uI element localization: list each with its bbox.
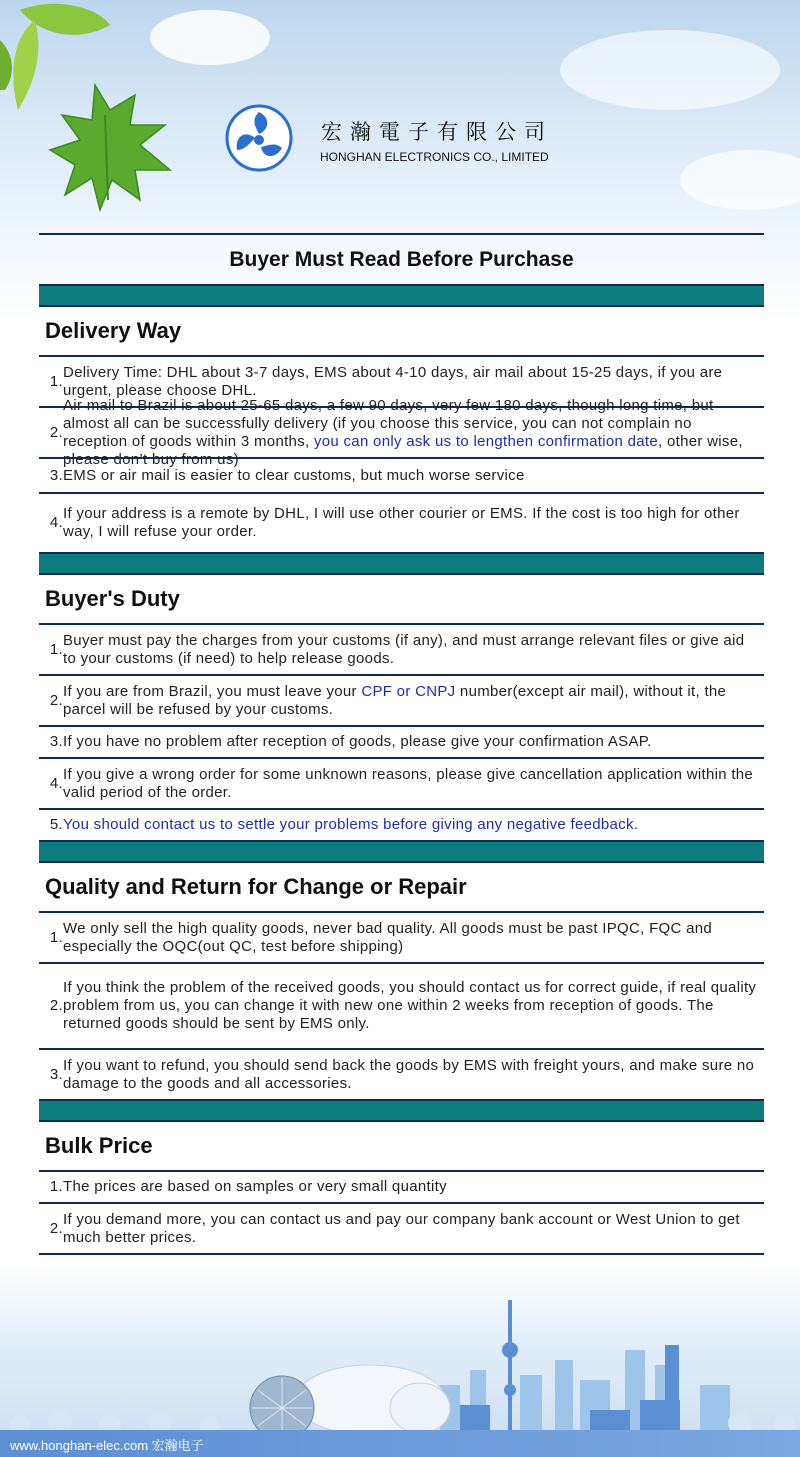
list-item xyxy=(39,911,764,962)
section-heading: Buyer's Duty xyxy=(45,586,180,611)
section-band xyxy=(39,840,764,863)
list-item xyxy=(39,1202,764,1253)
list-item xyxy=(39,1170,764,1202)
city-skyline-illustration xyxy=(0,1290,800,1435)
item-text xyxy=(63,733,764,751)
item-number: 2. xyxy=(49,997,63,1014)
section-band xyxy=(39,284,764,307)
list-item xyxy=(39,492,764,552)
text-segment: , other wise, please don’t buy from us) xyxy=(63,432,743,468)
page-title: Buyer Must Read Before Purchase xyxy=(229,247,574,271)
leaves-decoration xyxy=(0,0,190,215)
item-number: 1. xyxy=(49,1178,63,1195)
item-text xyxy=(63,979,764,1033)
list-item xyxy=(39,1048,764,1099)
text-segment: Delivery Time: DHL about 3-7 days, EMS about 4-10 days, air mail about 15-25 days, if you are urgent, please choose DHL. xyxy=(63,363,723,399)
company-name-english: HONGHAN ELECTRONICS CO., LIMITED xyxy=(320,150,549,164)
list-item xyxy=(39,808,764,840)
highlighted-text: CPF or CNPJ xyxy=(361,682,456,700)
item-text xyxy=(63,920,764,956)
text-segment: EMS or air mail is easier to clear customs, but much worse service xyxy=(63,466,525,484)
item-text xyxy=(63,505,764,541)
policy-content xyxy=(39,233,764,1255)
sections-container xyxy=(39,284,764,1253)
item-number: 1. xyxy=(49,372,63,390)
item-number: 2. xyxy=(49,691,63,709)
item-text xyxy=(63,364,764,400)
item-text xyxy=(63,632,764,668)
item-number: 3. xyxy=(49,1065,63,1083)
company-name-chinese: 宏瀚電子有限公司 xyxy=(321,120,553,144)
text-segment: If you want to refund, you should send back the goods by EMS with freight yours, and make sure no damage to the goods and all accessories. xyxy=(63,1056,755,1092)
item-number: 1. xyxy=(49,640,63,658)
list-item xyxy=(39,725,764,757)
footer-website-text: www.honghan-elec.com 宏瀚电子 xyxy=(10,1438,204,1453)
list-item xyxy=(39,674,764,725)
text-segment: Buyer must pay the charges from your customs (if any), and must arrange relevant files or give aid to your customs (if need) to help release goods. xyxy=(63,631,745,667)
section-heading: Bulk Price xyxy=(45,1133,153,1158)
item-text xyxy=(63,1057,764,1093)
item-text xyxy=(63,397,764,469)
item-number: 3. xyxy=(49,466,63,484)
item-number: 4. xyxy=(49,774,63,792)
item-number: 5. xyxy=(49,816,63,833)
item-text xyxy=(63,1211,764,1247)
text-segment: If you are from Brazil, you must leave your xyxy=(63,682,362,700)
text-segment: number(except air mail), without it, the parcel will be refused by your customs. xyxy=(63,682,727,718)
text-segment: If you have no problem after reception of goods, please give your confirmation ASAP. xyxy=(63,733,652,750)
list-item xyxy=(39,623,764,674)
item-number: 2. xyxy=(49,1219,63,1237)
divider xyxy=(39,1253,764,1255)
section-heading: Delivery Way xyxy=(45,318,182,343)
section-band xyxy=(39,552,764,575)
text-segment: If you think the problem of the received goods, you should contact us for correct guide, if real quality problem from us, you can change it with new one within 2 weeks from reception of goods. The returned goods should be sent by EMS only. xyxy=(63,979,757,1032)
text-segment: The prices are based on samples or very small quantity xyxy=(63,1178,447,1195)
item-text xyxy=(63,683,764,719)
item-text xyxy=(63,766,764,802)
section-band xyxy=(39,1099,764,1122)
item-text xyxy=(63,1178,764,1196)
item-number: 4. xyxy=(49,514,63,531)
text-segment: If you demand more, you can contact us and pay our company bank account or West Union to get much better prices. xyxy=(63,1210,740,1246)
highlighted-text: you can only ask us to lengthen confirmation date xyxy=(313,432,659,450)
item-number: 2. xyxy=(49,423,63,441)
highlighted-text: You should contact us to settle your problems before giving any negative feedback. xyxy=(63,816,639,833)
list-item xyxy=(39,757,764,808)
item-number: 1. xyxy=(49,928,63,946)
text-segment: If you give a wrong order for some unknown reasons, please give cancellation application within the valid period of the order. xyxy=(63,765,754,801)
list-item xyxy=(39,396,764,468)
company-logo xyxy=(225,104,293,172)
item-text xyxy=(63,467,764,485)
list-item xyxy=(39,962,764,1048)
text-segment: We only sell the high quality goods, never bad quality. All goods must be past IPQC, FQC and especially the OQC(out QC, test before shipping) xyxy=(63,919,713,955)
text-segment: If your address is a remote by DHL, I will use other courier or EMS. If the cost is too high for other way, I will refuse your order. xyxy=(63,505,740,540)
section-heading: Quality and Return for Change or Repair xyxy=(45,874,467,899)
item-number: 3. xyxy=(49,733,63,750)
cloud xyxy=(560,30,780,110)
item-text xyxy=(63,816,764,834)
text-segment: Air mail to Brazil is about 25-65 days, a few 90 days, very few 180 days, though long time, but almost all can be successfully delivery (if you choose this service, you can not complain no reception of goods within 3 months, xyxy=(63,396,714,450)
